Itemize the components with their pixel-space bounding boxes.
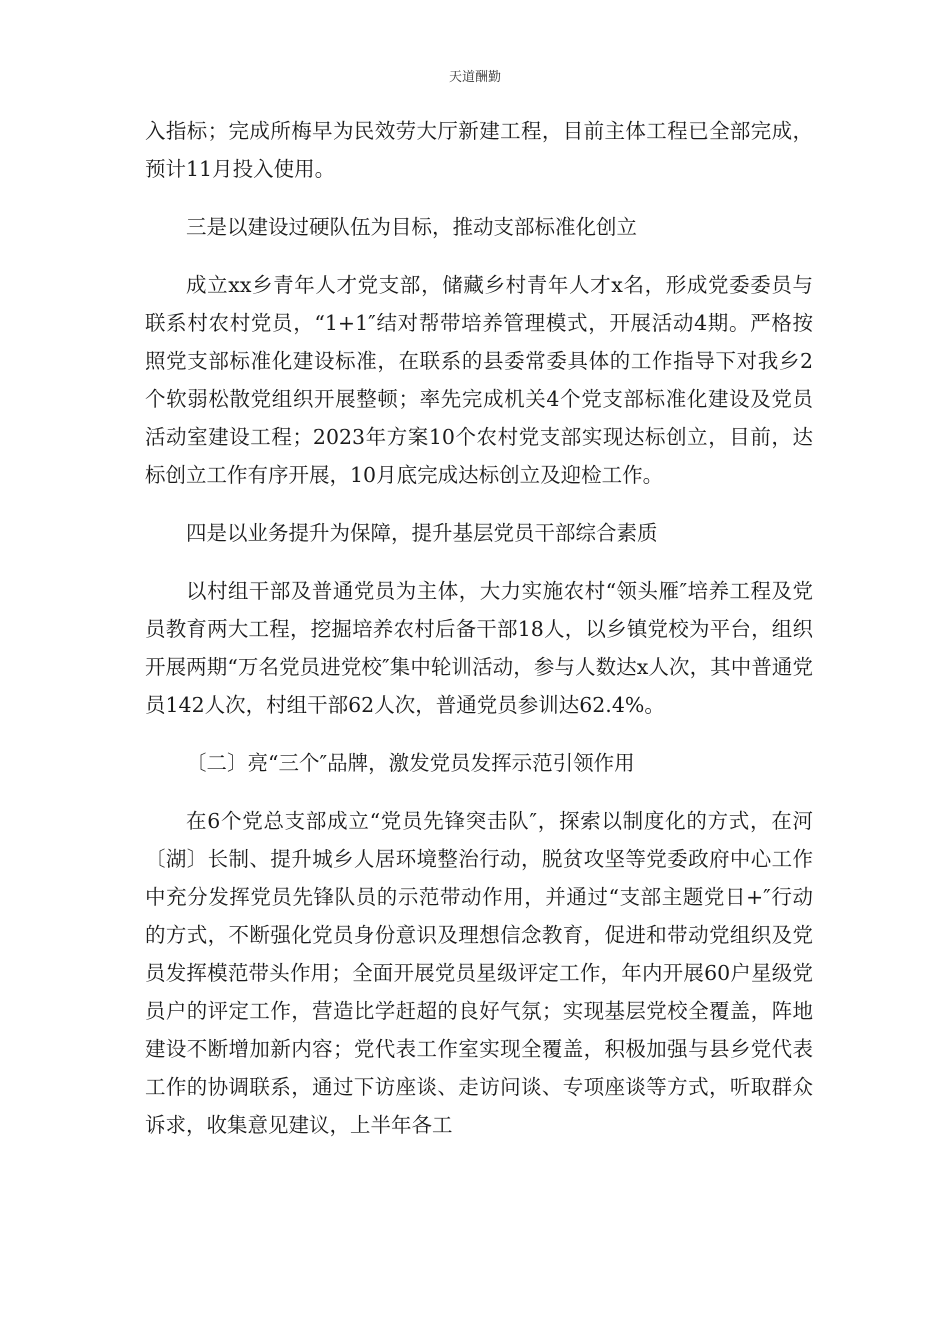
paragraph-vanguard-team: 在6个党总支部成立“党员先锋突击队″，探索以制度化的方式，在河〔湖〕长制、提升城乡人居环境整治行动，脱贫攻坚等党委政府中心工作中充分发挥党员先锋队员的示范带动作用，并通过“支部主题党日+″行动的方式，不断强化党员身份意识及理想信念教育，促进和带动党组织及党员发挥模范带头作用；全面开展党员星级评定工作，年内开展60户星级党员户的评定工作，营造比学赶超的良好气氛；实现基层党校全覆盖，阵地建设不断增加新内容；党代表工作室实现全覆盖，积极加强与县乡党代表工作的协调联系，通过下访座谈、走访问谈、专项座谈等方式，听取群众诉求，收集意见建议，上半年各工 bbox=[145, 809, 813, 1137]
page-header: 天道酬勤 bbox=[448, 70, 501, 85]
paragraph-party-branch: 成立xx乡青年人才党支部，储藏乡村青年人才x名，形成党委委员与联系村农村党员，“1+1″结对帮带培养管理模式，开展活动4期。严格按照党支部标准化建设标准，在联系的县委常委具体的工作指导下对我乡2个软弱松散党组织开展整顿；率先完成机关4个党支部标准化建设及党员活动室建设工程；2023年方案10个农村党支部实现达标创立，目前，达标创立工作有序开展，10月底完成达标创立及迎检工作。 bbox=[145, 273, 813, 487]
section-heading-business-improvement: 四是以业务提升为保障，提升基层党员干部综合素质 bbox=[186, 521, 658, 545]
section-heading-team-building: 三是以建设过硬队伍为目标，推动支部标准化创立 bbox=[186, 215, 637, 239]
document-body bbox=[145, 112, 813, 1144]
paragraph-continued: 入指标；完成所梅早为民效劳大厅新建工程，目前主体工程已全部完成，预计11月投入使用。 bbox=[145, 119, 813, 181]
section-heading-three-brands: 〔二〕亮“三个″品牌，激发党员发挥示范引领作用 bbox=[186, 751, 635, 775]
paragraph-training: 以村组干部及普通党员为主体，大力实施农村“领头雁″培养工程及党员教育两大工程，挖掘培养农村后备干部18人，以乡镇党校为平台，组织开展两期“万名党员进党校″集中轮训活动，参与人数达x人次，其中普通党员142人次，村组干部62人次，普通党员参训达62.4%。 bbox=[145, 579, 813, 717]
